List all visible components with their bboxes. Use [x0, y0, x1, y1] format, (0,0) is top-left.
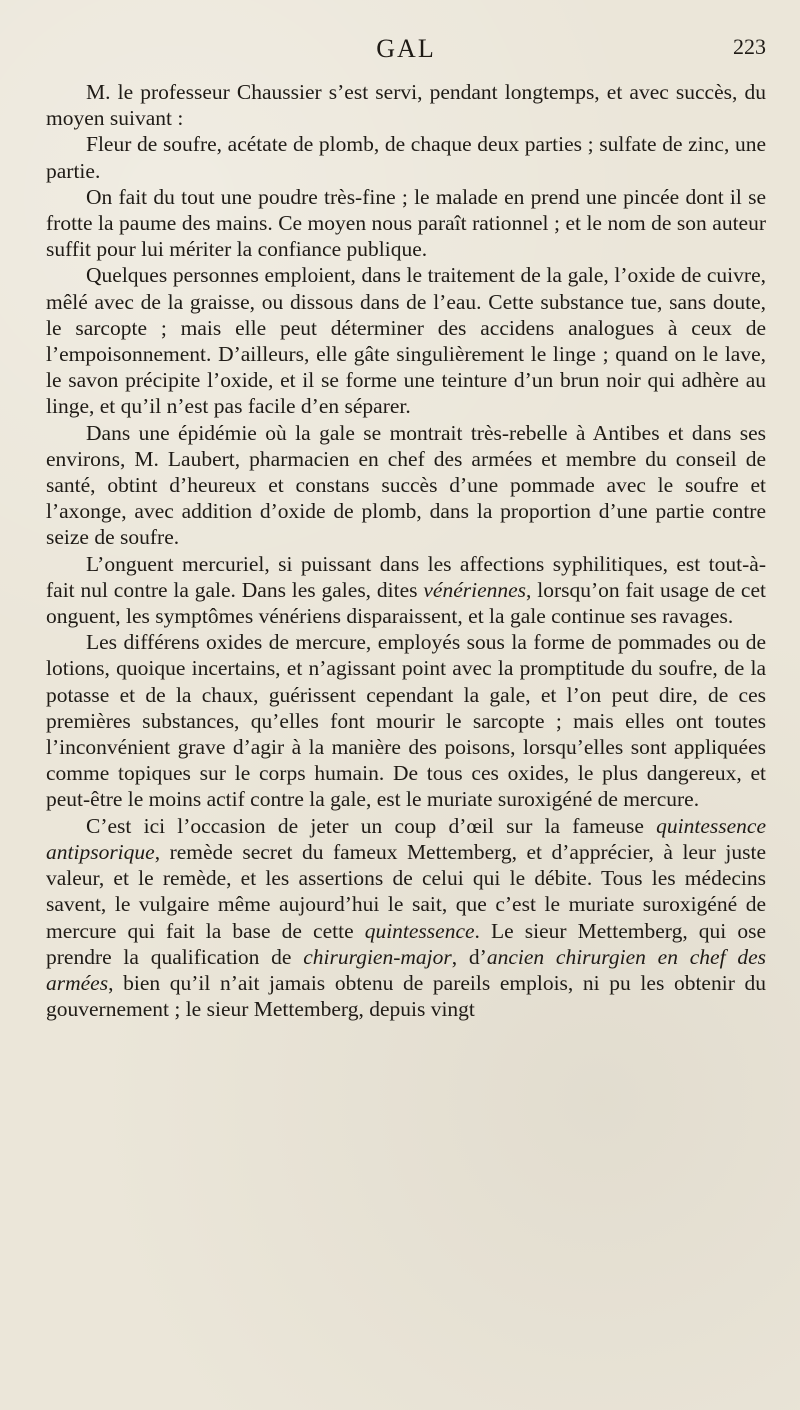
- paragraph-8-text-part-1: C’est ici l’occasion de jeter un coup d’œil sur la fameuse: [86, 813, 657, 838]
- paragraph-4: [46, 262, 766, 419]
- paragraph-5-text: Dans une épidémie où la gale se montrait très-rebelle à Antibes et dans ses environs, M. Laubert, pharmacien en chef des armées et membre du conseil de santé, obtint d’heureux et constans succès d’une pommade avec le soufre et l’axonge, avec addition d’oxide de plomb, dans la proportion d’une partie contre seize de soufre.: [46, 420, 766, 550]
- paragraph-6-italic-term: vénériennes: [423, 577, 527, 602]
- paragraph-6-text-part-1: L’onguent mercuriel, si puissant dans les affections syphilitiques, est tout-à-fait nul contre la gale. Dans les gales, dites: [46, 551, 766, 602]
- paragraph-6-text-part-2: , lorsqu’on fait usage de cet onguent, les symptômes vénériens disparaissent, et la gale continue ses ravages.: [46, 577, 766, 629]
- paragraph-8-text-part-5: , bien qu’il n’ait jamais obtenu de pareils emplois, ni pu les obtenir du gouvernement ; le sieur Mettemberg, depuis vingt: [46, 970, 766, 1022]
- paragraph-4-text: Quelques personnes emploient, dans le traitement de la gale, l’oxide de cuivre, mêlé avec de la graisse, ou dissous dans de l’eau. Cette substance tue, sans doute, le sarcopte ; mais elle peut déterminer des accidens analogues à ceux de l’empoisonnement. D’ailleurs, elle gâte singulièrement le linge ; quand on le lave, le savon précipite l’oxide, et il se forme une teinture d’un brun noir qui adhère au linge, et qu’il n’est pas facile d’en séparer.: [46, 263, 766, 419]
- main-text: [46, 79, 766, 1022]
- paragraph-2-text: Fleur de soufre, acétate de plomb, de chaque deux parties ; sulfate de zinc, une partie.: [46, 132, 766, 183]
- paragraph-8-italic-term-1: quintessence antipsorique: [46, 813, 766, 864]
- running-head-title: GAL: [376, 34, 436, 63]
- paragraph-8-italic-term-3: chirurgien-major: [303, 944, 452, 969]
- paragraph-7: [46, 629, 766, 812]
- paragraph-7-text: Les différens oxides de mercure, employés sous la forme de pommades ou de lotions, quoique incertains, et n’agissant point avec la promptitude du soufre, de la potasse et de la chaux, guérissent cependant la gale, et l’on peut dire, de ces premières substances, qu’elles font mourir le sarcopte ; mais elles ont toutes l’inconvénient grave d’agir à la manière des poisons, lorsqu’elles sont appliquées comme topiques sur le corps humain. De tous ces oxides, le plus dangereux, et peut-être le moins actif contre la gale, est le muriate suroxigéné de mercure.: [46, 630, 766, 812]
- paragraph-8: [46, 813, 766, 1023]
- paragraph-3-text: On fait du tout une poudre très-fine ; le malade en prend une pincée dont il se frotte la paume des mains. Ce moyen nous paraît rationnel ; et le nom de son auteur suffit pour lui mériter la confiance publique.: [46, 184, 766, 262]
- paragraph-8-italic-term-4: ancien chirurgien en chef des armées: [46, 944, 766, 995]
- paragraph-2: [46, 131, 766, 183]
- paragraph-8-text-part-4: , d’: [451, 944, 487, 969]
- paragraph-8-text-part-2: , remède secret du fameux Mettemberg, et d’apprécier, à leur juste valeur, et le remède, et les assertions de celui qui le débite. Tous les médecins savent, le vulgaire même aujourd’hui le sait, que c’est le muriate suroxigéné de mercure qui fait la base de cette: [46, 839, 766, 943]
- paragraph-8-text-part-3: . Le sieur Mettemberg, qui ose prendre la qualification de: [46, 918, 766, 969]
- paragraph-8-italic-term-2: quintessence: [364, 918, 475, 943]
- paragraph-1-text: M. le professeur Chaussier s’est servi, pendant longtemps, et avec succès, du moyen suivant :: [46, 80, 766, 131]
- paragraph-1: [46, 79, 766, 131]
- page-number: 223: [733, 34, 766, 59]
- paragraph-3: [46, 184, 766, 263]
- paragraph-6: [46, 551, 766, 630]
- paragraph-5: [46, 420, 766, 551]
- running-head: [46, 34, 766, 64]
